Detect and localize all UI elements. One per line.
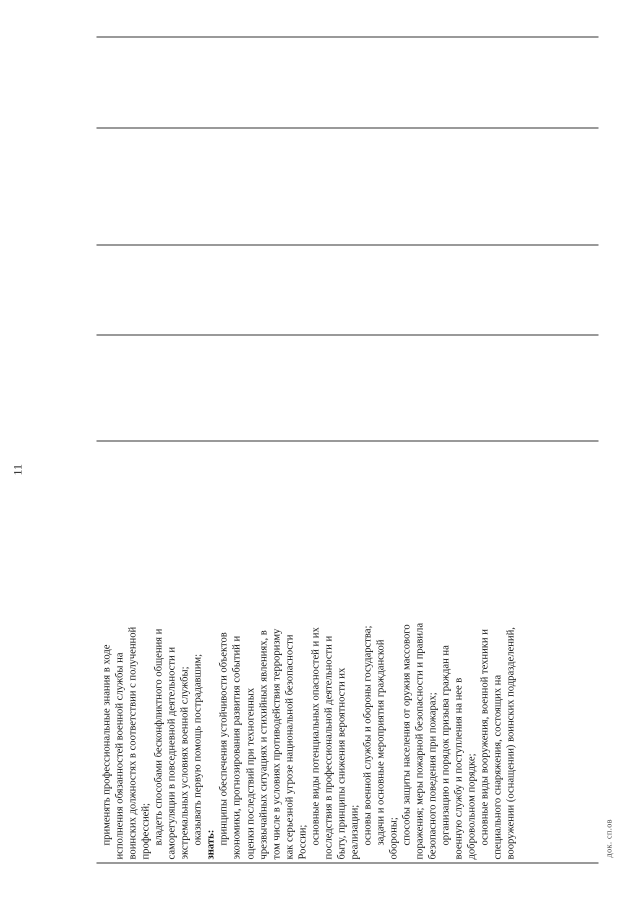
- text-line: оценки последствий при техногенных: [244, 687, 256, 859]
- text-line: основы военной службы и обороны государства;: [361, 625, 373, 845]
- text-line: том числе в условиях противодействия терроризму: [270, 628, 282, 859]
- text-line: последствия в профессиональной деятельности и: [322, 635, 334, 859]
- text-line: знать:: [205, 829, 217, 859]
- text-line: организацию и порядок призыва граждан на: [440, 644, 452, 845]
- text-line: принципы обеспечения устойчивости объектов: [218, 631, 230, 845]
- text-line: воинских должностях в соответствии с полученной: [127, 626, 139, 859]
- text-line: реализации;: [348, 804, 360, 859]
- column-divider: [96, 440, 598, 441]
- text-line: как серьезной угрозе национальной безопасности: [283, 634, 295, 859]
- text-line: безопасного поведения при пожарах;: [427, 691, 439, 859]
- text-line: способы защиты населения от оружия массового: [401, 623, 413, 845]
- text-line: военную службу и поступления на нее в: [453, 677, 465, 859]
- text-line: исполнения обязанностей военной службы на: [114, 651, 126, 859]
- margin-note: док. сп.ов: [604, 818, 613, 857]
- text-line: экстремальных условиях военной службы;: [179, 665, 191, 859]
- column-divider: [96, 334, 598, 335]
- column-divider: [96, 244, 598, 245]
- page-number: 11: [10, 463, 24, 475]
- text-line: задачи и основные мероприятия гражданской: [374, 639, 386, 845]
- text-line: профессией;: [140, 802, 152, 859]
- text-line: основные виды вооружения, военной техники и: [479, 628, 491, 845]
- text-line: добровольном порядке;: [466, 752, 478, 859]
- text-line: чрезвычайных ситуациях и стихийных явлениях, в: [257, 629, 269, 859]
- competency-text: [100, 447, 518, 859]
- text-line: саморегуляции в повседневной деятельности и: [166, 646, 178, 859]
- column-divider: [96, 127, 598, 128]
- text-line: быту, принципы снижения вероятности их: [335, 667, 347, 859]
- text-line: поражения; меры пожарной безопасности и правила: [414, 622, 426, 859]
- text-line: России;: [296, 824, 308, 859]
- table-cell-competencies: [96, 441, 598, 862]
- text-line: владеть способами бесконфликтного общения и: [153, 628, 165, 845]
- text-line: вооружении (оснащении) воинских подразделений,: [505, 626, 517, 859]
- text-line: обороны;: [388, 816, 400, 859]
- text-line: оказывать первую помощь пострадавшим;: [192, 653, 204, 845]
- text-line: применять профессиональные знания в ходе: [101, 644, 112, 845]
- text-line: специального снаряжения, состоящих на: [492, 674, 504, 859]
- content-table: [96, 36, 598, 863]
- text-line: экономики, прогнозирования развития событий и: [231, 635, 243, 859]
- text-line: основные виды потенциальных опасностей и их: [309, 626, 321, 845]
